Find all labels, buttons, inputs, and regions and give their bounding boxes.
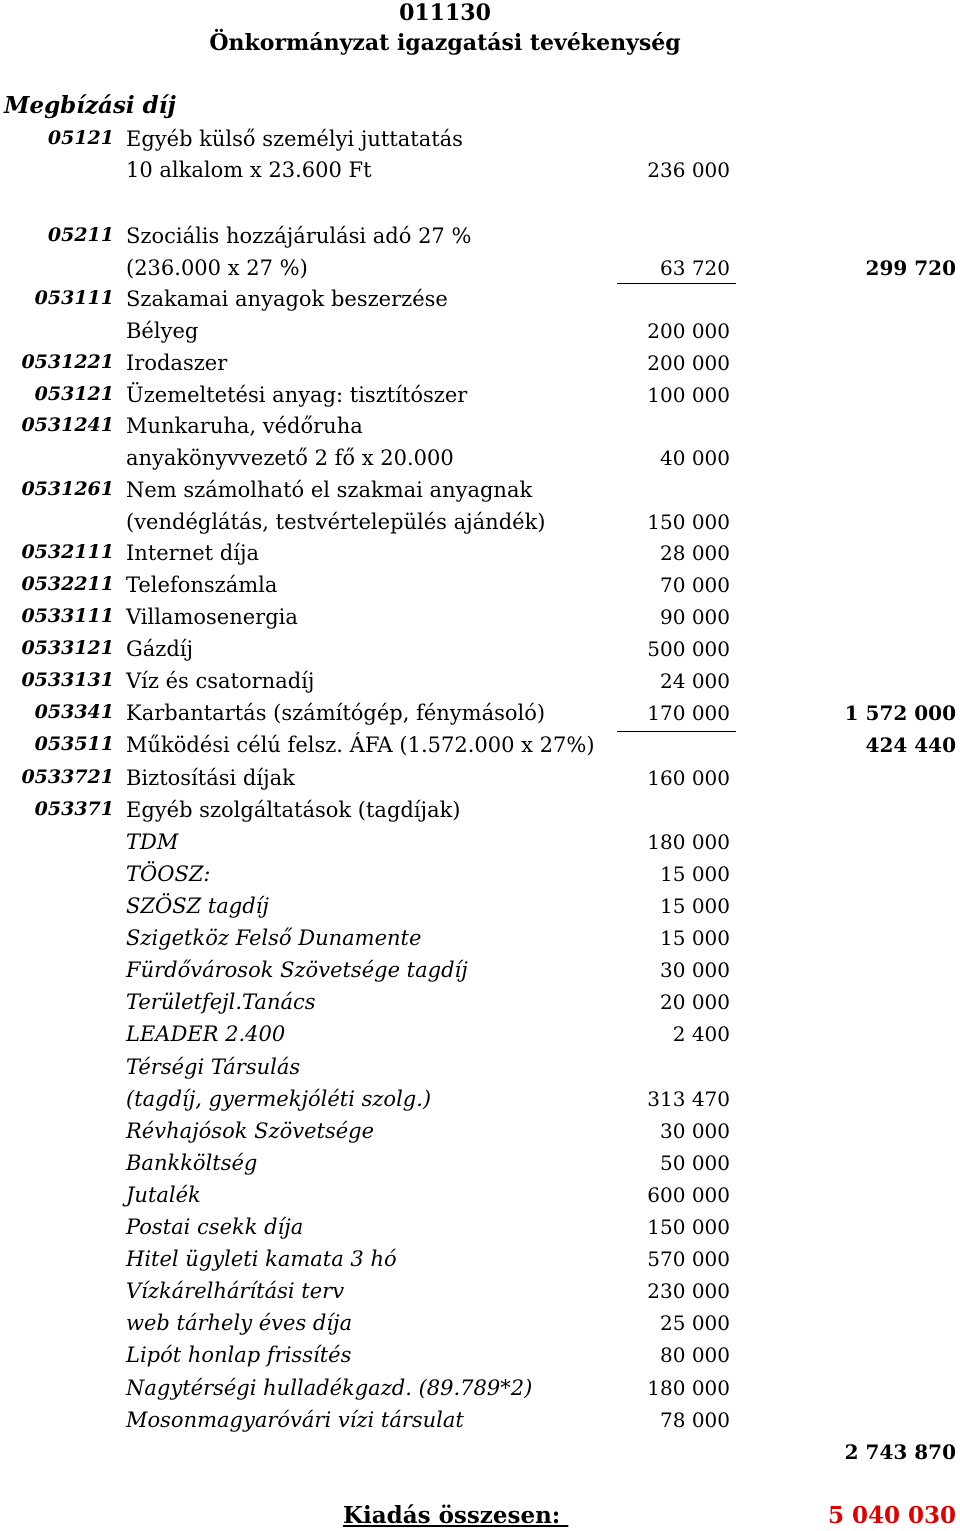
- item-description: Nagytérségi hulladékgazd. (89.789*2): [126, 1376, 533, 1400]
- list-item: [0, 158, 960, 190]
- item-amount: 160 000: [647, 766, 730, 790]
- list-item: [0, 798, 960, 830]
- item-description: Működési célú felsz. ÁFA (1.572.000 x 27%): [126, 733, 595, 757]
- item-description: Egyéb szolgáltatások (tagdíjak): [126, 798, 461, 822]
- item-description: Víz és csatornadíj: [126, 669, 315, 693]
- list-item: [0, 701, 960, 733]
- item-description: SZÖSZ tagdíj: [126, 894, 269, 918]
- item-description: Biztosítási díjak: [126, 766, 295, 790]
- item-description: Fürdővárosok Szövetsége tagdíj: [126, 958, 468, 982]
- list-item: [0, 605, 960, 637]
- item-description: web tárhely éves díja: [126, 1311, 353, 1335]
- item-code: 0533121: [21, 637, 114, 659]
- document-title: Önkormányzat igazgatási tevékenység: [209, 30, 681, 56]
- item-amount: 200 000: [647, 319, 730, 343]
- list-item: [0, 1311, 960, 1343]
- list-item: [0, 894, 960, 926]
- item-description: Területfejl.Tanács: [126, 990, 316, 1014]
- item-code: 0531261: [21, 478, 114, 500]
- list-item: [0, 1183, 960, 1215]
- item-code: 053511: [34, 733, 114, 755]
- item-description: Munkaruha, védőruha: [126, 414, 363, 438]
- item-description: LEADER 2.400: [126, 1022, 286, 1046]
- list-item: [0, 351, 960, 383]
- item-code: 053371: [34, 798, 114, 820]
- item-code: 0533111: [21, 605, 114, 627]
- item-amount: 2 400: [672, 1022, 730, 1046]
- item-amount: 40 000: [660, 446, 730, 470]
- item-description: TÖOSZ:: [126, 862, 211, 886]
- item-description: Telefonszámla: [126, 573, 278, 597]
- section-title: Megbízási díj: [4, 92, 176, 119]
- list-item: [0, 1247, 960, 1279]
- item-amount: 150 000: [647, 510, 730, 534]
- list-item: [0, 1440, 960, 1472]
- item-description: (vendéglátás, testvértelepülés ajándék): [126, 510, 546, 534]
- item-subtotal: 424 440: [865, 733, 956, 757]
- list-item: [0, 478, 960, 510]
- item-code: 053111: [34, 287, 114, 309]
- item-description: (236.000 x 27 %): [126, 256, 308, 280]
- list-item: [0, 1215, 960, 1247]
- item-description: Mosonmagyaróvári vízi társulat: [126, 1408, 464, 1432]
- list-item: [0, 958, 960, 990]
- item-description: Internet díja: [126, 541, 259, 565]
- item-subtotal: 1 572 000: [844, 701, 956, 725]
- item-amount: 78 000: [660, 1408, 730, 1432]
- item-amount: 200 000: [647, 351, 730, 375]
- list-item: [0, 414, 960, 446]
- list-item: [0, 573, 960, 605]
- item-amount: 236 000: [647, 158, 730, 182]
- list-item: [0, 319, 960, 351]
- item-description: Révhajósok Szövetsége: [126, 1119, 375, 1143]
- item-code: 0533131: [21, 669, 114, 691]
- item-description: Bankköltség: [126, 1151, 258, 1175]
- item-amount: 25 000: [660, 1311, 730, 1335]
- item-amount: 313 470: [647, 1087, 730, 1111]
- list-item: [0, 830, 960, 862]
- item-code: 05121: [47, 127, 114, 149]
- list-item: [0, 766, 960, 798]
- item-description: Lipót honlap frissítés: [126, 1343, 352, 1367]
- list-item: [0, 926, 960, 958]
- item-amount: 170 000: [647, 701, 730, 725]
- item-description: Vízkárelhárítási terv: [126, 1279, 345, 1303]
- item-code: 053121: [34, 383, 114, 405]
- item-description: Hitel ügyleti kamata 3 hó: [126, 1247, 397, 1271]
- list-item: [0, 1376, 960, 1408]
- item-description: Postai csekk díja: [126, 1215, 304, 1239]
- list-item: [0, 446, 960, 478]
- item-code: 0532111: [21, 541, 114, 563]
- item-code: 0533721: [21, 766, 114, 788]
- item-code: 0531221: [21, 351, 114, 373]
- item-amount: 28 000: [660, 541, 730, 565]
- list-item: [0, 1087, 960, 1119]
- item-amount: 180 000: [647, 830, 730, 854]
- item-description: Üzemeltetési anyag: tisztítószer: [126, 383, 468, 407]
- item-description: Villamosenergia: [126, 605, 298, 629]
- item-amount: 50 000: [660, 1151, 730, 1175]
- item-description: Egyéb külső személyi juttatatás: [126, 127, 463, 151]
- list-item: [0, 990, 960, 1022]
- item-description: Irodaszer: [126, 351, 228, 375]
- list-item: [0, 1151, 960, 1183]
- list-item: [0, 1119, 960, 1151]
- grand-total-label: Kiadás összesen:: [343, 1502, 569, 1529]
- list-item: [0, 862, 960, 894]
- item-amount: 30 000: [660, 958, 730, 982]
- item-amount: 90 000: [660, 605, 730, 629]
- item-description: anyakönyvvezető 2 fő x 20.000: [126, 446, 454, 470]
- list-item: [0, 383, 960, 415]
- item-description: TDM: [126, 830, 179, 854]
- item-amount: 600 000: [647, 1183, 730, 1207]
- list-item: [0, 287, 960, 319]
- item-amount: 570 000: [647, 1247, 730, 1271]
- item-amount: 30 000: [660, 1119, 730, 1143]
- item-amount: 20 000: [660, 990, 730, 1014]
- item-description: Bélyeg: [126, 319, 199, 343]
- subtotal-underline: [617, 283, 736, 284]
- list-item: [0, 510, 960, 542]
- document-code: 011130: [399, 0, 491, 26]
- list-item: [0, 637, 960, 669]
- item-amount: 500 000: [647, 637, 730, 661]
- item-amount: 15 000: [660, 926, 730, 950]
- list-item: [0, 1055, 960, 1087]
- item-code: 0532211: [21, 573, 114, 595]
- item-amount: 230 000: [647, 1279, 730, 1303]
- list-item: [0, 1022, 960, 1054]
- list-item: [0, 1408, 960, 1440]
- item-description: (tagdíj, gyermekjóléti szolg.): [126, 1087, 432, 1111]
- item-description: Gázdíj: [126, 637, 194, 661]
- list-item: [0, 669, 960, 701]
- list-item: [0, 733, 960, 765]
- item-amount: 63 720: [660, 256, 730, 280]
- item-description: Szociális hozzájárulási adó 27 %: [126, 224, 472, 248]
- item-subtotal: 2 743 870: [844, 1440, 956, 1464]
- item-amount: 24 000: [660, 669, 730, 693]
- item-amount: 15 000: [660, 862, 730, 886]
- list-item: [0, 1343, 960, 1375]
- item-amount: 150 000: [647, 1215, 730, 1239]
- item-description: Szigetköz Felső Dunamente: [126, 926, 422, 950]
- item-code: 0531241: [21, 414, 114, 436]
- item-description: Szakamai anyagok beszerzése: [126, 287, 448, 311]
- item-amount: 15 000: [660, 894, 730, 918]
- item-description: Karbantartás (számítógép, fénymásoló): [126, 701, 546, 725]
- item-description: Jutalék: [126, 1183, 201, 1207]
- item-amount: 180 000: [647, 1376, 730, 1400]
- list-item: [0, 541, 960, 573]
- subtotal-underline: [617, 731, 736, 732]
- item-amount: 80 000: [660, 1343, 730, 1367]
- item-subtotal: 299 720: [865, 256, 956, 280]
- item-amount: 70 000: [660, 573, 730, 597]
- item-description: Nem számolható el szakmai anyagnak: [126, 478, 533, 502]
- item-description: Térségi Társulás: [126, 1055, 301, 1079]
- item-code: 053341: [34, 701, 114, 723]
- list-item: [0, 1279, 960, 1311]
- list-item: [0, 224, 960, 256]
- grand-total-value: 5 040 030: [827, 1502, 956, 1529]
- item-amount: 100 000: [647, 383, 730, 407]
- list-item: [0, 127, 960, 159]
- item-description: 10 alkalom x 23.600 Ft: [126, 158, 372, 182]
- item-code: 05211: [47, 224, 114, 246]
- list-item: [0, 256, 960, 288]
